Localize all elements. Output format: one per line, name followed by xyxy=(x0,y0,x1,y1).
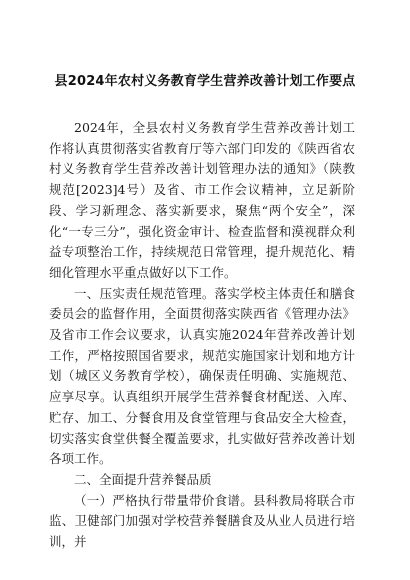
paragraph-section-one: 一、压实责任规范管理。落实学校主体责任和膳食委员会的监督作用，全面贯彻落实陕西省《管理办法》及省市工作会议要求，认真实施2024年营养改善计划工作，严格按照国省要求，规范实施国家计划和地方计划（城区义务教育学校），确保责任明确、实施规范、应享尽享。认真组织开展学生营养餐食材配送、入库、贮存、加工、分餐食用及食堂管理与食品安全大检查，切实落实食堂供餐全覆盖要求，扎实做好营养改善计划各项工作。 xyxy=(49,285,355,467)
document-title: 县2024年农村义务教育学生营养改善计划工作要点 xyxy=(54,74,356,89)
paragraph-intro: 2024年，全县农村义务教育学生营养改善计划工作将认真贯彻落实省教育厅等六部门印发的《陕西省农村义务教育学生营养改善计划管理办法的通知》（陕教规范[2023]4号）及省、市工作会议精神，立足新阶段、学习新理念、落实新要求，聚焦“两个安全”，深化“一专三分”，强化资金审计、检查监督和漠视群众利益专项整治工作，持续规范日常管理，提升规范化、精细化管理水平重点做好以下工作。 xyxy=(49,120,355,280)
paragraph-subsection-one: （一）严格执行带量带价食谱。县科教局将联合市监、卫健部门加强对学校营养餐膳食及从业人员进行培训，并 xyxy=(49,492,355,550)
document-body xyxy=(49,118,355,553)
section-heading-two: 二、全面提升营养餐品质 xyxy=(74,471,212,487)
